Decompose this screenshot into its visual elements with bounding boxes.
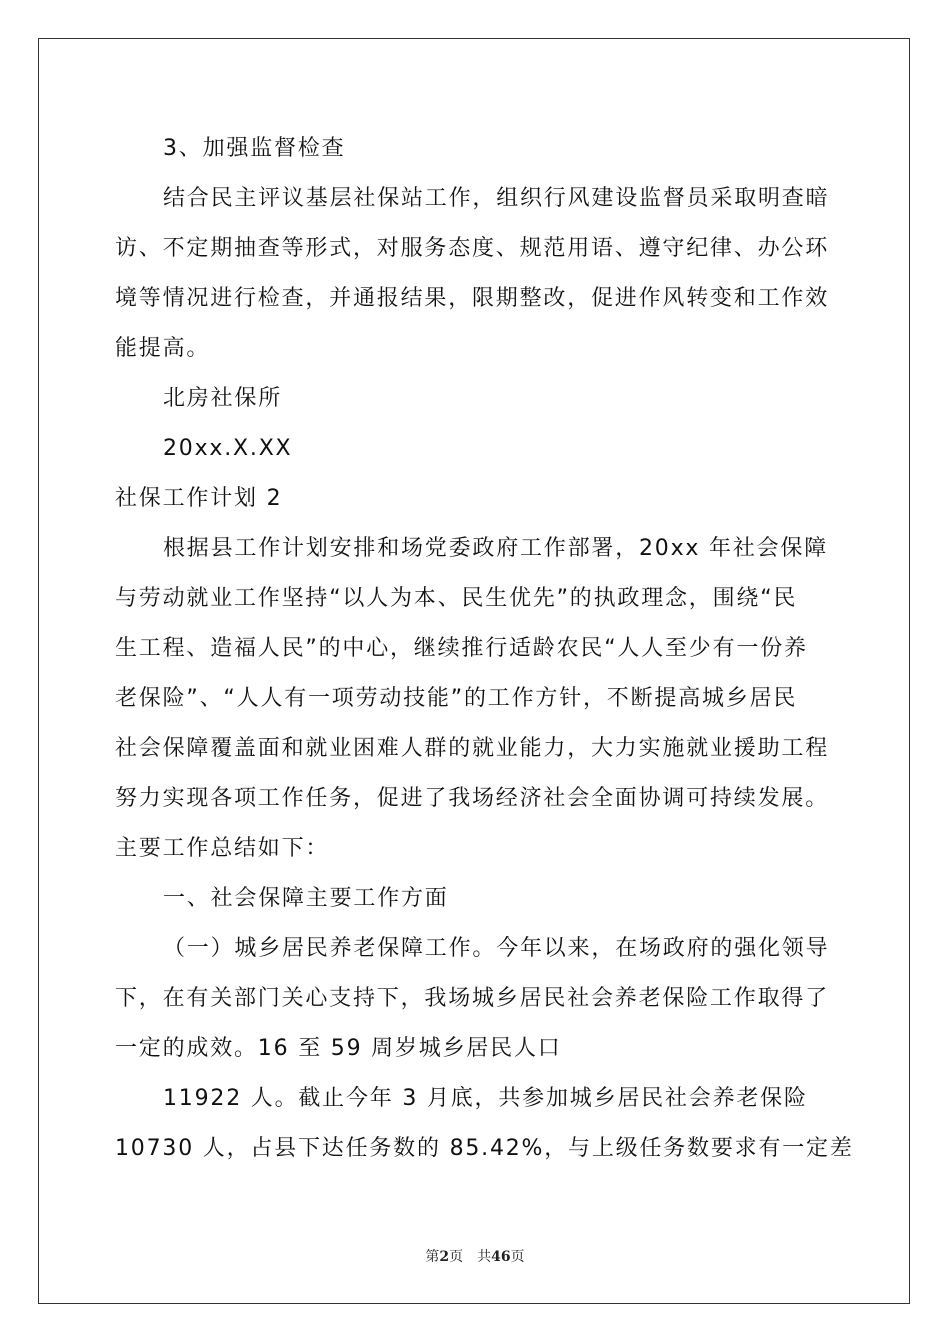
paragraph-line: 根据县工作计划安排和场党委政府工作部署，20xx 年社会保障 xyxy=(163,536,829,561)
footer-suffix: 页 xyxy=(510,1249,525,1265)
paragraph-line: 访、不定期抽查等形式，对服务态度、规范用语、遵守纪律、办公环 xyxy=(115,236,830,261)
page-border xyxy=(38,38,910,1304)
paragraph-line: 下，在有关部门关心支持下，我场城乡居民社会养老保险工作取得了 xyxy=(115,986,830,1011)
signature-org: 北房社保所 xyxy=(163,386,283,411)
paragraph-line: 10730 人，占县下达任务数的 85.42%，与上级任务数要求有一定差 xyxy=(115,1136,854,1161)
paragraph-line: 生工程、造福人民”的中心，继续推行适龄农民“人人至少有一份养 xyxy=(115,636,808,661)
paragraph-line: 与劳动就业工作坚持“以人为本、民生优先”的执政理念，围绕“民 xyxy=(115,586,798,611)
signature-date: 20xx.X.XX xyxy=(163,436,293,461)
paragraph-line: 努力实现各项工作任务，促进了我场经济社会全面协调可持续发展。 xyxy=(115,786,830,811)
paragraph-line: 一定的成效。16 至 59 周岁城乡居民人口 xyxy=(115,1036,562,1061)
paragraph-line: 能提高。 xyxy=(115,336,211,361)
paragraph-line: 老保险”、“人人有一项劳动技能”的工作方针，不断提高城乡居民 xyxy=(115,686,798,711)
current-page-number: 2 xyxy=(439,1249,450,1265)
total-page-number: 46 xyxy=(491,1249,511,1265)
paragraph-line: 境等情况进行检查，并通报结果，限期整改，促进作风转变和工作效 xyxy=(115,286,830,311)
paragraph-line: 主要工作总结如下： xyxy=(115,836,330,861)
page-footer xyxy=(0,1246,950,1266)
footer-mid: 页 共 xyxy=(449,1249,492,1265)
paragraph-line: 社会保障覆盖面和就业困难人群的就业能力，大力实施就业援助工程 xyxy=(115,736,830,761)
section-title: 社保工作计划 2 xyxy=(115,486,283,511)
paragraph-line: 11922 人。截止今年 3 月底，共参加城乡居民社会养老保险 xyxy=(163,1086,808,1111)
paragraph-line: 结合民主评议基层社保站工作，组织行风建设监督员采取明查暗 xyxy=(163,186,830,211)
footer-prefix: 第 xyxy=(425,1249,440,1265)
subheading-line: 一、社会保障主要工作方面 xyxy=(163,886,449,911)
heading-line: 3、加强监督检查 xyxy=(163,136,346,161)
paragraph-line: （一）城乡居民养老保障工作。今年以来，在场政府的强化领导 xyxy=(163,936,830,961)
